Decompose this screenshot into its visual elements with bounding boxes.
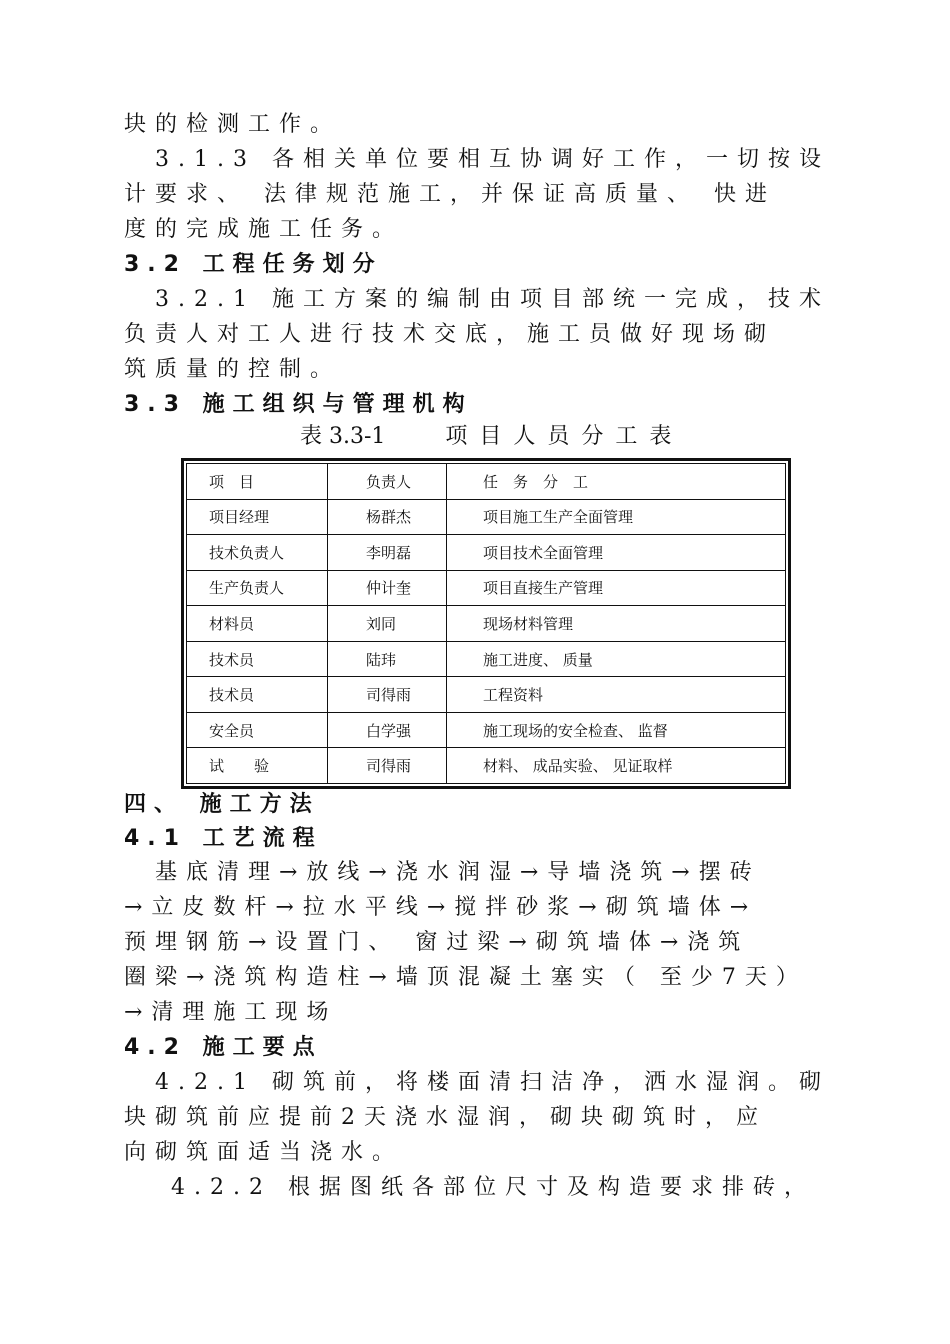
section-heading-3-2: 3.2 工程任务划分 [124,252,383,277]
paragraph-line: 3.2.1 施工方案的编制由项目部统一完成，技术 [124,287,830,312]
table-row [187,570,786,606]
table-cell-role: 技术员 [187,641,328,677]
chapter-heading-4: 四、 施工方法 [124,792,320,817]
table-cell-person: 仲计奎 [328,570,447,606]
table-cell-role: 试 验 [187,748,328,784]
table-row [187,535,786,571]
paragraph-line: 计要求、 法律规范施工，并保证高质量、 快进 [124,182,776,207]
table-cell-duty: 材料、 成品实验、 见证取样 [447,748,786,784]
table-cell-person: 李明磊 [328,535,447,571]
paragraph-line: 块的检测工作。 [124,112,342,137]
staff-division-table [186,463,786,784]
table-cell-role: 技术员 [187,677,328,713]
flow-line: →清理施工现场 [124,1000,338,1025]
section-heading-4-1: 4.1 工艺流程 [124,826,323,851]
paragraph-line: 度的完成施工任务。 [124,217,404,242]
table-caption [300,422,683,452]
paragraph-line: 4.2.2 根据图纸各部位尺寸及构造要求排砖， [124,1175,815,1200]
flow-line: 基底清理→放线→浇水润湿→导墙浇筑→摆砖 [124,860,761,885]
table-cell-duty: 现场材料管理 [447,606,786,642]
table-caption-title: 项目人员分工表 [445,424,684,449]
table-row [187,641,786,677]
table-cell-person: 司得雨 [328,748,447,784]
table-cell-duty: 项目施工生产全面管理 [447,499,786,535]
table-header-row [187,464,786,500]
table-cell-role: 安全员 [187,712,328,748]
table-cell-duty: 项目直接生产管理 [447,570,786,606]
flow-line: 圈梁→浇筑构造柱→墙顶混凝土塞实（ 至少7天） [124,965,807,990]
table-row [187,748,786,784]
paragraph-line: 3.1.3 各相关单位要相互协调好工作，一切按设 [124,147,830,172]
flow-line: →立皮数杆→拉水平线→搅拌砂浆→砌筑墙体→ [124,895,758,920]
table-cell-person: 杨群杰 [328,499,447,535]
table-row [187,606,786,642]
table-row [187,677,786,713]
table-row [187,499,786,535]
table-cell-role: 项目经理 [187,499,328,535]
paragraph-line: 向砌筑面适当浇水。 [124,1140,404,1165]
paragraph-line: 块砌筑前应提前2天浇水湿润，砌块砌筑时，应 [124,1105,767,1130]
table-cell-duty: 施工现场的安全检查、 监督 [447,712,786,748]
header-cell-person: 负责人 [328,464,447,500]
section-heading-4-2: 4.2 施工要点 [124,1035,323,1060]
paragraph-line: 负责人对工人进行技术交底，施工员做好现场砌 [124,322,776,347]
table-cell-duty: 项目技术全面管理 [447,535,786,571]
staff-table-frame [181,458,791,789]
table-cell-person: 陆玮 [328,641,447,677]
table-row [187,712,786,748]
table-cell-role: 材料员 [187,606,328,642]
table-cell-person: 白学强 [328,712,447,748]
table-cell-person: 司得雨 [328,677,447,713]
paragraph-line: 4.2.1 砌筑前，将楼面清扫洁净，洒水湿润。砌 [124,1070,830,1095]
section-heading-3-3: 3.3 施工组织与管理机构 [124,392,473,417]
table-cell-person: 刘同 [328,606,447,642]
table-cell-role: 生产负责人 [187,570,328,606]
table-caption-number: 表 3.3-1 [300,424,386,449]
table-cell-role: 技术负责人 [187,535,328,571]
header-cell-item: 项 目 [187,464,328,500]
paragraph-line: 筑质量的控制。 [124,357,342,382]
table-cell-duty: 施工进度、 质量 [447,641,786,677]
header-cell-duty: 任 务 分 工 [447,464,786,500]
flow-line: 预埋钢筋→设置门、 窗过梁→砌筑墙体→浇筑 [124,930,750,955]
table-cell-duty: 工程资料 [447,677,786,713]
